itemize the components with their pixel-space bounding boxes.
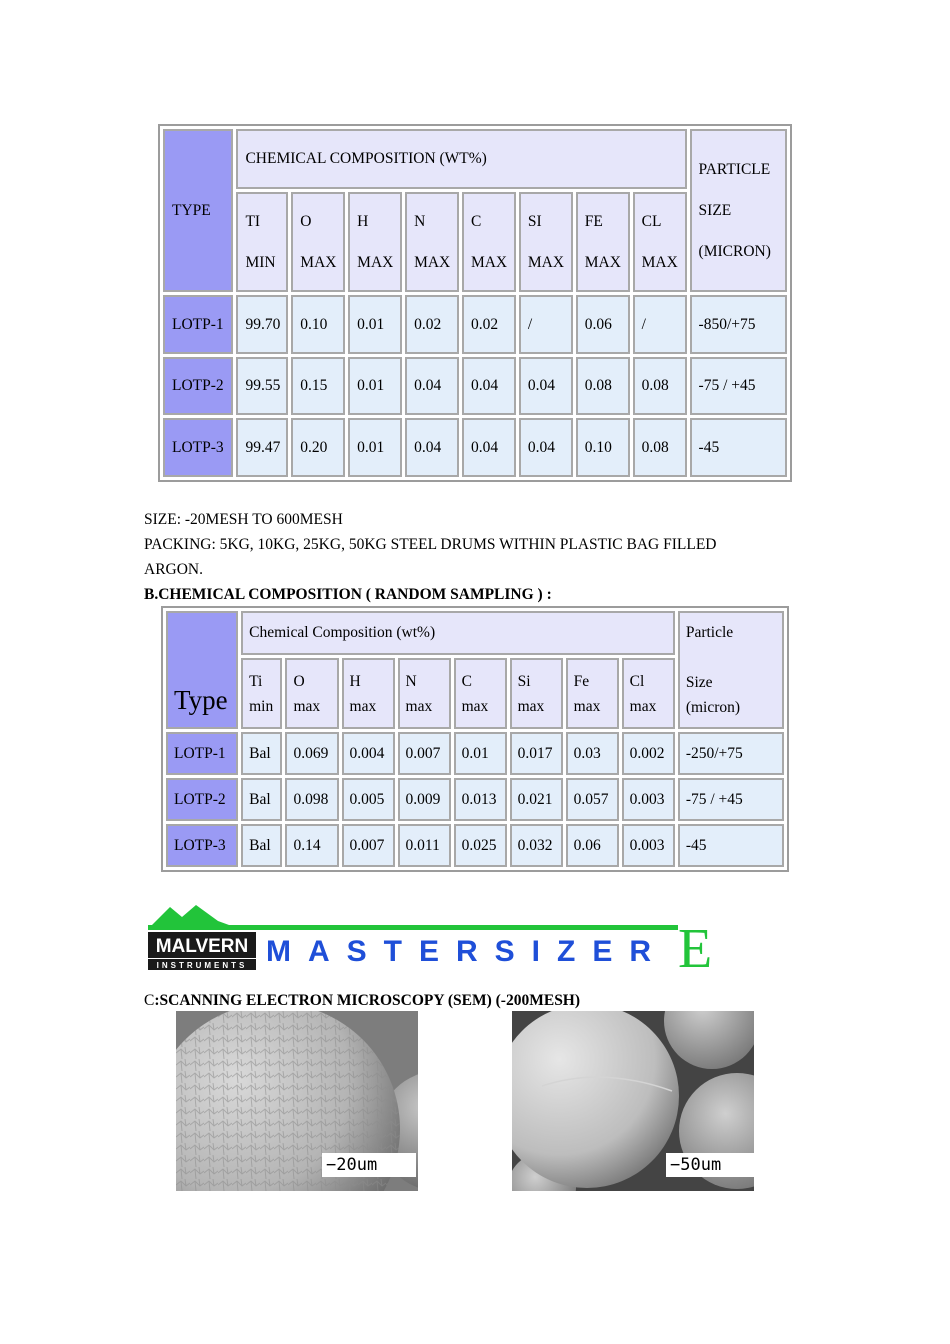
composition-value: 0.017 (510, 732, 563, 775)
section-b-heading: B.CHEMICAL COMPOSITION ( RANDOM SAMPLING ) : (144, 586, 552, 603)
scale-bar-label: −20um (322, 1153, 416, 1177)
composition-value: 0.01 (454, 732, 507, 775)
element-header-si (519, 192, 573, 293)
particle-size-value: -45 (690, 418, 787, 477)
element-header-c (462, 192, 516, 293)
table-row (163, 295, 787, 354)
type-header: TYPE (163, 129, 233, 292)
row-type: LOTP-1 (163, 295, 233, 354)
product-name: MASTERSIZER (266, 935, 669, 968)
element-name: H (357, 212, 369, 230)
composition-value: 0.025 (454, 824, 507, 867)
composition-value: Bal (241, 732, 282, 775)
composition-value: 0.04 (462, 418, 516, 477)
element-name: O (300, 212, 312, 230)
size-line: SIZE: -20MESH TO 600MESH (144, 511, 343, 528)
element-limit: MAX (414, 253, 451, 271)
composition-value: 99.70 (236, 295, 288, 354)
table-row (166, 824, 784, 867)
composition-value: 0.01 (348, 357, 402, 416)
composition-value: / (633, 295, 687, 354)
element-header-o (285, 658, 338, 729)
element-name: N (414, 212, 426, 230)
composition-value: 0.011 (398, 824, 451, 867)
sem-image-20um (176, 1011, 418, 1191)
element-header-ti (236, 192, 288, 293)
element-limit: max (517, 697, 545, 715)
element-limit: max (405, 697, 433, 715)
element-header-n (398, 658, 451, 729)
composition-value: Bal (241, 824, 282, 867)
element-header-si (510, 658, 563, 729)
scale-bar-label: −50um (666, 1153, 754, 1177)
element-limit: max (293, 697, 321, 715)
composition-value: Bal (241, 778, 282, 821)
table-row (163, 357, 787, 416)
table-row (166, 778, 784, 821)
composition-value: 0.002 (622, 732, 675, 775)
particle-size-value: -850/+75 (690, 295, 787, 354)
composition-value: 0.007 (342, 824, 395, 867)
composition-value: 0.03 (566, 732, 619, 775)
composition-value: 0.003 (622, 824, 675, 867)
green-rule (148, 925, 678, 930)
sem-image-50um (512, 1011, 754, 1191)
composition-value: 0.08 (576, 357, 630, 416)
composition-table-2 (161, 606, 789, 872)
element-limit: MAX (300, 253, 337, 271)
particle-size-header (678, 611, 784, 729)
section-c-heading (144, 988, 580, 1013)
composition-value: 0.01 (348, 295, 402, 354)
composition-value: 0.01 (348, 418, 402, 477)
composition-value: 0.08 (633, 357, 687, 416)
composition-table-1 (158, 124, 792, 482)
element-name: Ti (249, 672, 263, 690)
composition-value: 0.14 (285, 824, 338, 867)
element-limit: MIN (245, 253, 276, 271)
element-limit: MAX (641, 253, 678, 271)
composition-value: 0.057 (566, 778, 619, 821)
composition-value: 99.47 (236, 418, 288, 477)
brand-sub: INSTRUMENTS (156, 961, 248, 970)
element-name: N (405, 672, 417, 690)
element-header-cl (633, 192, 687, 293)
element-limit: min (249, 697, 274, 715)
composition-value: 0.005 (342, 778, 395, 821)
table-row (166, 732, 784, 775)
composition-header: Chemical Composition (wt%) (241, 611, 675, 655)
element-name: Fe (573, 672, 590, 690)
element-limit: MAX (357, 253, 394, 271)
particle-header-line: (MICRON) (698, 243, 771, 261)
composition-value: 0.10 (291, 295, 345, 354)
element-header-h (342, 658, 395, 729)
composition-value: 0.04 (519, 357, 573, 416)
particle-header-line: Particle (685, 624, 734, 642)
composition-value: / (519, 295, 573, 354)
particle-header-line: (micron) (685, 699, 741, 717)
composition-value: 0.06 (566, 824, 619, 867)
composition-value: 0.013 (454, 778, 507, 821)
composition-value: 99.55 (236, 357, 288, 416)
composition-header: CHEMICAL COMPOSITION (WT%) (236, 129, 686, 189)
packing-line-continued: ARGON. (144, 561, 203, 578)
element-header-fe (566, 658, 619, 729)
element-limit: max (629, 697, 657, 715)
particle-header-line: Size (685, 674, 713, 692)
element-header-fe (576, 192, 630, 293)
particle-size-value: -45 (678, 824, 784, 867)
composition-value: 0.02 (462, 295, 516, 354)
element-name: H (349, 672, 361, 690)
composition-value: 0.06 (576, 295, 630, 354)
type-header: Type (166, 611, 238, 729)
row-type: LOTP-3 (166, 824, 238, 867)
element-name: Si (517, 672, 531, 690)
composition-value: 0.04 (405, 418, 459, 477)
element-name: C (470, 212, 482, 230)
composition-value: 0.20 (291, 418, 345, 477)
element-limit: max (573, 697, 601, 715)
particle-header-line: SIZE (698, 202, 732, 220)
row-type: LOTP-3 (163, 418, 233, 477)
composition-value: 0.08 (633, 418, 687, 477)
section-c-title: :SCANNING ELECTRON MICROSCOPY (SEM) (-200MESH) (154, 992, 581, 1009)
composition-value: 0.003 (622, 778, 675, 821)
row-type: LOTP-2 (163, 357, 233, 416)
element-header-h (348, 192, 402, 293)
composition-value: 0.10 (576, 418, 630, 477)
element-header-n (405, 192, 459, 293)
packing-line: PACKING: 5KG, 10KG, 25KG, 50KG STEEL DRUMS WITHIN PLASTIC BAG FILLED (144, 536, 717, 553)
particle-size-value: -75 / +45 (690, 357, 787, 416)
element-name: O (293, 672, 305, 690)
element-header-o (291, 192, 345, 293)
particle-size-header (690, 129, 787, 292)
product-suffix: E (678, 918, 713, 971)
element-limit: MAX (527, 253, 565, 271)
row-type: LOTP-2 (166, 778, 238, 821)
composition-value: 0.04 (462, 357, 516, 416)
brand-name: MALVERN (155, 936, 249, 957)
table-row (163, 418, 787, 477)
element-limit: MAX (584, 253, 621, 271)
composition-value: 0.15 (291, 357, 345, 416)
particle-header-line: PARTICLE (698, 161, 771, 179)
composition-value: 0.04 (519, 418, 573, 477)
element-limit: max (461, 697, 489, 715)
section-c-prefix: C (144, 992, 155, 1009)
element-name: Cl (629, 672, 645, 690)
particle-size-value: -75 / +45 (678, 778, 784, 821)
element-name: C (461, 672, 472, 690)
composition-value: 0.007 (398, 732, 451, 775)
element-name: SI (527, 212, 542, 230)
element-header-c (454, 658, 507, 729)
element-name: TI (245, 212, 261, 230)
composition-value: 0.004 (342, 732, 395, 775)
row-type: LOTP-1 (166, 732, 238, 775)
element-header-ti (241, 658, 282, 729)
element-name: FE (584, 212, 603, 230)
element-name: CL (641, 212, 662, 230)
composition-value: 0.04 (405, 357, 459, 416)
composition-value: 0.021 (510, 778, 563, 821)
particle-size-value: -250/+75 (678, 732, 784, 775)
malvern-mastersizer-logo (148, 905, 723, 971)
composition-value: 0.069 (285, 732, 338, 775)
composition-value: 0.032 (510, 824, 563, 867)
element-header-cl (622, 658, 675, 729)
composition-value: 0.098 (285, 778, 338, 821)
composition-value: 0.02 (405, 295, 459, 354)
composition-value: 0.009 (398, 778, 451, 821)
element-limit: max (349, 697, 377, 715)
element-limit: MAX (470, 253, 508, 271)
